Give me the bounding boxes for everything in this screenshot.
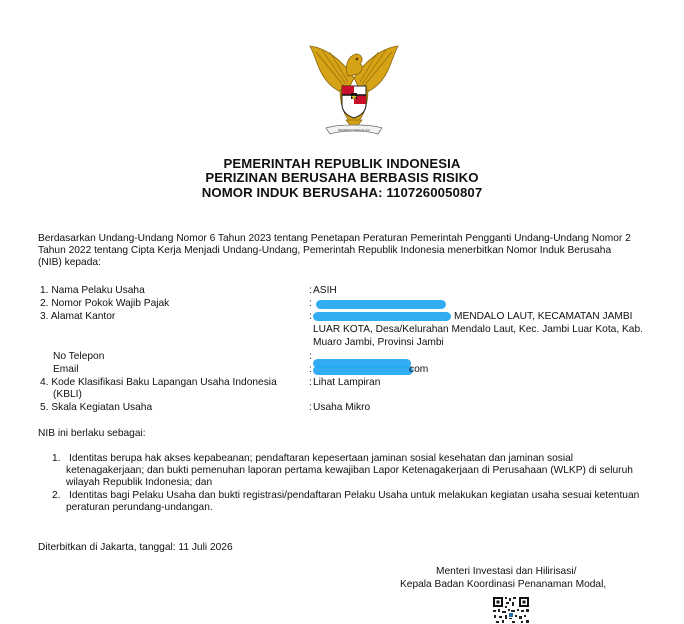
field-nama-value: ASIH	[313, 285, 337, 296]
field-email-colon: :	[309, 364, 312, 375]
field-telepon-label: No Telepon	[53, 351, 105, 362]
title-government: PEMERINTAH REPUBLIK INDONESIA	[223, 156, 461, 171]
field-skala-colon: :	[309, 402, 312, 413]
field-nama-label: 1. Nama Pelaku Usaha	[40, 285, 145, 296]
signatory-line-1: Menteri Investasi dan Hilirisasi/	[436, 566, 577, 577]
qr-code-icon	[492, 596, 530, 624]
validity-item-1-line-3: wilayah Republik Indonesia; dan	[66, 477, 213, 488]
field-kbli-label-1: 4. Kode Klasifikasi Baku Lapangan Usaha Indonesia	[40, 377, 277, 388]
title-licensing: PERIZINAN BERUSAHA BERBASIS RISIKO	[205, 170, 479, 185]
field-nama-colon: :	[309, 285, 312, 296]
emblem-motto: BHINNEKA TUNGGAL IKA	[338, 129, 370, 132]
intro-line-2: Tahun 2022 tentang Cipta Kerja Menjadi Undang-Undang, Pemerintah Republik Indonesia menerbitkan Nomor Induk Berusaha	[38, 245, 612, 256]
signatory-line-2: Kepala Badan Koordinasi Penanaman Modal,	[400, 579, 607, 590]
field-alamat-label: 3. Alamat Kantor	[40, 311, 116, 322]
validity-item-1-line-2: ketenagakerjaan; dan bukti pemenuhan laporan pertama kewajiban Lapor Ketenagakerjaan di Perusahaan (WLKP) di seluruh	[66, 465, 633, 476]
field-kbli-value: Lihat Lampiran	[313, 377, 381, 388]
field-npwp-label: 2. Nomor Pokok Wajib Pajak	[40, 298, 170, 309]
title-nib-number: NOMOR INDUK BERUSAHA: 1107260050807	[201, 185, 483, 200]
field-kbli-colon: :	[309, 377, 312, 388]
validity-item-2-line-2: peraturan perundang-undangan.	[66, 502, 213, 513]
field-skala-value: Usaha Mikro	[313, 402, 371, 413]
garuda-emblem-icon	[304, 40, 404, 138]
intro-line-1: Berdasarkan Undang-Undang Nomor 6 Tahun 2023 tentang Penetapan Peraturan Pemerintah Pengganti Undang-Undang Nomor 2	[38, 233, 631, 244]
alamat-redaction	[313, 312, 451, 321]
field-email-label: Email	[53, 364, 79, 375]
field-skala-label: 5. Skala Kegiatan Usaha	[40, 402, 153, 413]
validity-item-1-line-1: 1. Identitas berupa hak akses kepabeanan; pendaftaran kepesertaan jaminan sosial kesehatan dan jaminan sosial	[52, 453, 574, 464]
issued-date: Diterbitkan di Jakarta, tanggal: 11 Juli 2026	[38, 542, 233, 553]
field-email-value-tail: com	[409, 364, 429, 375]
field-kbli-label-2: (KBLI)	[53, 389, 82, 400]
email-redaction	[313, 366, 413, 375]
field-alamat-line-2: LUAR KOTA, Desa/Kelurahan Mendalo Laut, Kec. Jambi Luar Kota, Kab.	[313, 324, 643, 335]
field-alamat-line-1: MENDALO LAUT, KECAMATAN JAMBI	[454, 311, 633, 322]
validity-heading: NIB ini berlaku sebagai:	[38, 428, 146, 439]
intro-line-3: (NIB) kepada:	[38, 257, 101, 268]
npwp-redaction	[316, 300, 446, 309]
field-alamat-colon: :	[309, 311, 312, 322]
field-telepon-colon: :	[309, 351, 312, 362]
validity-item-2-line-1: 2. Identitas bagi Pelaku Usaha dan bukti registrasi/pendaftaran Pelaku Usaha untuk melakukan kegiatan usaha sesuai ketentuan	[52, 490, 640, 501]
field-alamat-line-3: Muaro Jambi, Provinsi Jambi	[313, 337, 444, 348]
field-npwp-colon: :	[309, 298, 312, 309]
